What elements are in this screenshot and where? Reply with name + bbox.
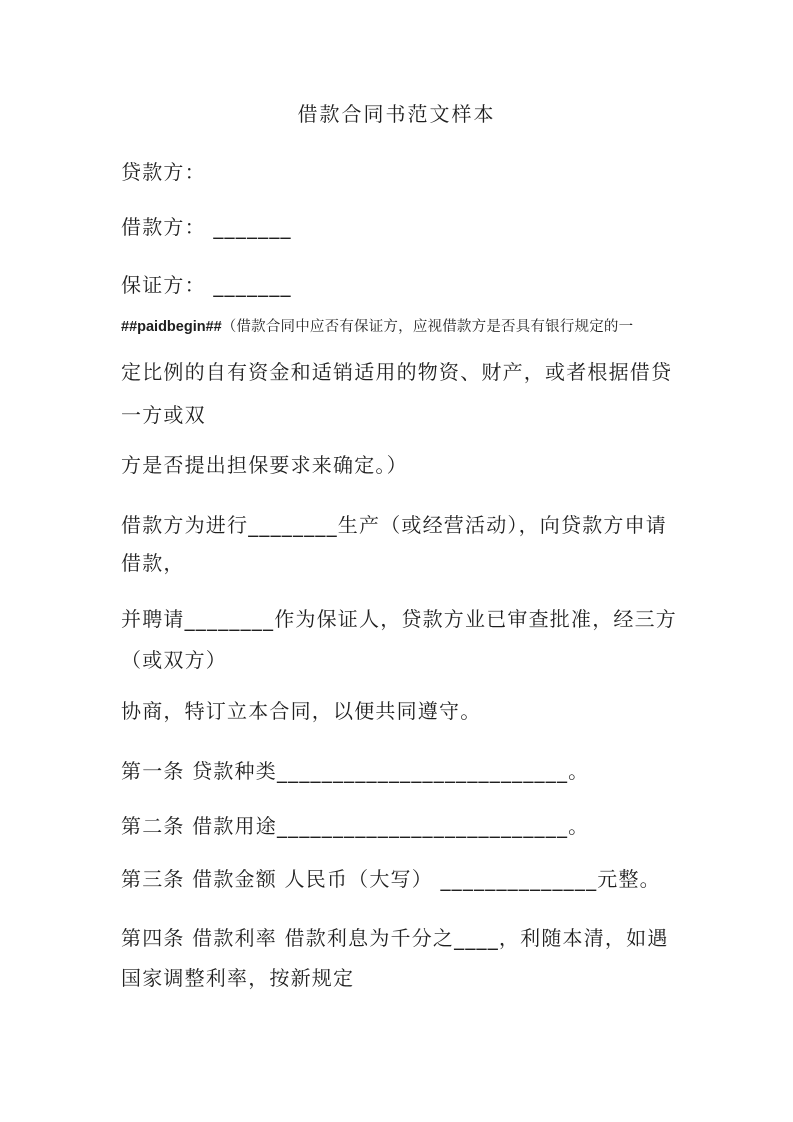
- borrower-line: 借款方： _______: [121, 215, 292, 239]
- preamble-line-2: 借款，: [121, 551, 185, 575]
- clause-4-continuation-line: 国家调整利率，按新规定: [121, 966, 355, 990]
- lender-line: 贷款方：: [121, 160, 206, 184]
- clause-3-line: 第三条 借款金额 人民币（大写） ______________元整。: [121, 867, 661, 891]
- preamble-line-3: 并聘请________作为保证人，贷款方业已审查批准，经三方: [121, 607, 677, 631]
- page-title: 借款合同书范文样本: [297, 102, 496, 126]
- note-line-2: 定比例的自有资金和适销适用的物资、财产，或者根据借贷: [121, 360, 673, 384]
- clause-4-line: 第四条 借款利率 借款利息为千分之____，利随本清，如遇: [121, 926, 669, 950]
- note-line-4: 方是否提出担保要求来确定。）: [121, 453, 408, 477]
- preamble-line-5: 协商，特订立本合同，以便共同遵守。: [121, 699, 482, 723]
- clause-1-line: 第一条 贷款种类__________________________。: [121, 759, 590, 783]
- preamble-line-1: 借款方为进行________生产（或经营活动），向贷款方申请: [121, 513, 667, 537]
- paidbegin-note-text: （借款合同中应否有保证方，应视借款方是否具有银行规定的一: [221, 319, 634, 335]
- paidbegin-note-line: [121, 318, 633, 336]
- paidbegin-marker: ##paidbegin##: [121, 319, 222, 335]
- note-line-3: 一方或双: [121, 403, 206, 427]
- preamble-line-4: （或双方）: [121, 648, 227, 672]
- clause-2-line: 第二条 借款用途__________________________。: [121, 814, 590, 838]
- guarantor-line: 保证方： _______: [121, 273, 292, 297]
